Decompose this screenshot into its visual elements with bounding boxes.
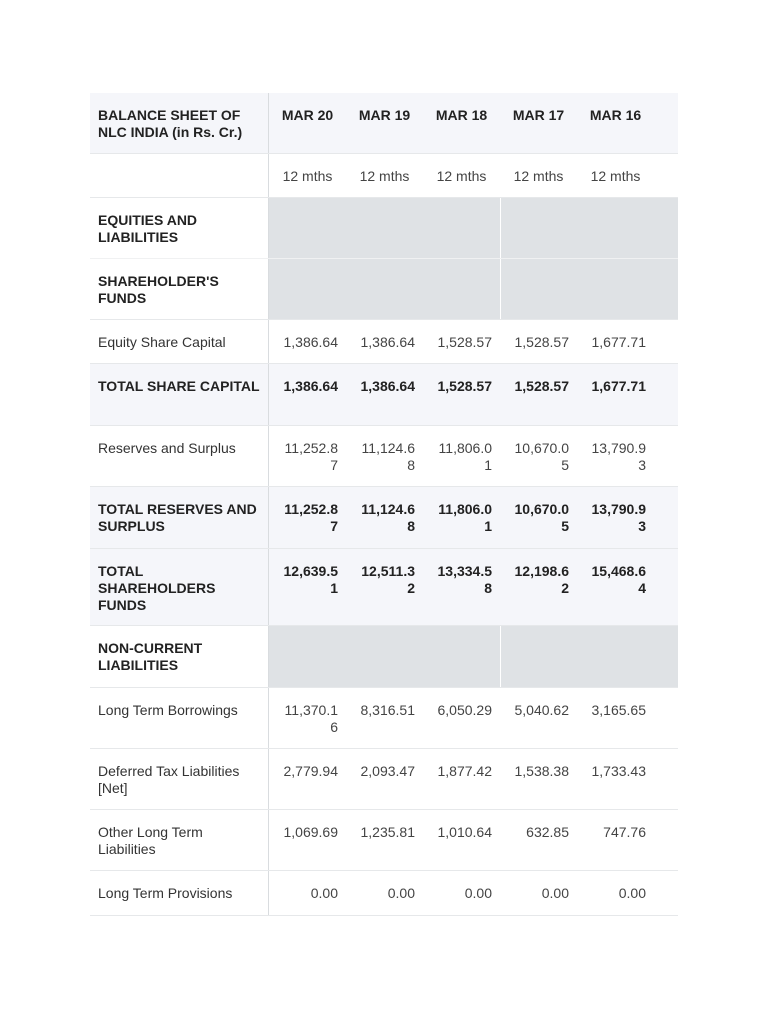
- table-title: BALANCE SHEET OF NLC INDIA (in Rs. Cr.): [90, 93, 269, 153]
- value-cell: 747.76: [603, 824, 646, 840]
- column-header: MAR 17: [512, 107, 565, 123]
- value-cell: 2,093.47: [360, 763, 415, 779]
- table-row: [90, 320, 678, 364]
- row-label: Other Long Term Liabilities: [90, 810, 269, 870]
- value-cell: 8,316.51: [360, 702, 415, 718]
- value-cell: 0.00: [618, 885, 646, 901]
- row-label: TOTAL SHAREHOLDERS FUNDS: [90, 549, 269, 625]
- value-cell: 1,386.64: [283, 378, 338, 394]
- period-cell: 12 mths: [359, 168, 410, 184]
- value-cell: 2,779.94: [283, 763, 338, 779]
- value-cell: 0.00: [310, 885, 338, 901]
- value-cell: 1,386.64: [360, 378, 415, 394]
- table-row: [90, 871, 678, 916]
- value-cell: 1,677.71: [591, 378, 646, 394]
- value-cell: 11,124.68: [361, 440, 415, 473]
- value-cell: 0.00: [387, 885, 415, 901]
- value-cell: 1,733.43: [591, 763, 646, 779]
- section-label: EQUITIES AND LIABILITIES: [90, 198, 269, 258]
- value-cell: 11,370.16: [284, 702, 338, 735]
- value-cell: 1,010.64: [437, 824, 492, 840]
- value-cell: 6,050.29: [437, 702, 492, 718]
- value-cell: 1,386.64: [360, 334, 415, 350]
- period-cell: 12 mths: [282, 168, 333, 184]
- value-cell: 11,252.87: [284, 440, 338, 473]
- value-cell: 1,677.71: [591, 334, 646, 350]
- table-row: [90, 426, 678, 487]
- value-cell: 15,468.64: [591, 563, 646, 596]
- value-cell: 0.00: [464, 885, 492, 901]
- value-cell: 12,639.51: [283, 563, 338, 596]
- table-row: [90, 688, 678, 749]
- column-header: MAR 16: [589, 107, 642, 123]
- row-label: Deferred Tax Liabilities [Net]: [90, 749, 269, 809]
- row-label: TOTAL SHARE CAPITAL: [90, 364, 269, 425]
- period-row: [90, 154, 678, 198]
- value-cell: 5,040.62: [514, 702, 569, 718]
- section-row: [90, 259, 678, 320]
- value-cell: 11,124.68: [361, 501, 415, 534]
- value-cell: 11,806.01: [438, 501, 492, 534]
- value-cell: 1,235.81: [360, 824, 415, 840]
- value-cell: 13,790.93: [591, 440, 646, 473]
- column-header: MAR 19: [358, 107, 411, 123]
- row-label: Equity Share Capital: [90, 320, 269, 363]
- section-fill: [269, 259, 678, 319]
- section-label: NON-CURRENT LIABILITIES: [90, 626, 269, 687]
- value-cell: 3,165.65: [591, 702, 646, 718]
- period-cell: 12 mths: [436, 168, 487, 184]
- value-cell: 10,670.05: [514, 440, 569, 473]
- section-fill: [269, 198, 678, 258]
- value-cell: 0.00: [541, 885, 569, 901]
- value-cell: 1,528.57: [437, 334, 492, 350]
- row-label: Long Term Borrowings: [90, 688, 269, 748]
- total-row: [90, 364, 678, 426]
- value-cell: 13,790.93: [591, 501, 646, 534]
- value-cell: 1,528.57: [514, 334, 569, 350]
- column-header: MAR 20: [281, 107, 334, 123]
- table-row: [90, 810, 678, 871]
- row-label: Long Term Provisions: [90, 871, 269, 915]
- value-cell: 13,334.58: [437, 563, 492, 596]
- table-row: [90, 749, 678, 810]
- section-fill: [269, 626, 678, 687]
- value-cell: 11,806.01: [438, 440, 492, 473]
- column-header: MAR 18: [435, 107, 488, 123]
- header-row: [90, 93, 678, 154]
- total-row: [90, 549, 678, 626]
- value-cell: 1,877.42: [437, 763, 492, 779]
- section-row: [90, 626, 678, 688]
- value-cell: 12,198.62: [514, 563, 569, 596]
- value-cell: 632.85: [526, 824, 569, 840]
- value-cell: 12,511.32: [361, 563, 415, 596]
- value-cell: 11,252.87: [284, 501, 338, 534]
- period-label: [90, 154, 269, 197]
- value-cell: 1,069.69: [283, 824, 338, 840]
- balance-sheet-table: [90, 93, 678, 916]
- row-label: TOTAL RESERVES AND SURPLUS: [90, 487, 269, 548]
- period-cell: 12 mths: [513, 168, 564, 184]
- period-cell: 12 mths: [590, 168, 641, 184]
- value-cell: 1,528.57: [514, 378, 569, 394]
- value-cell: 1,538.38: [514, 763, 569, 779]
- row-label: Reserves and Surplus: [90, 426, 269, 486]
- total-row: [90, 487, 678, 549]
- value-cell: 1,386.64: [283, 334, 338, 350]
- value-cell: 10,670.05: [514, 501, 569, 534]
- section-label: SHAREHOLDER'S FUNDS: [90, 259, 269, 319]
- value-cell: 1,528.57: [437, 378, 492, 394]
- section-row: [90, 198, 678, 259]
